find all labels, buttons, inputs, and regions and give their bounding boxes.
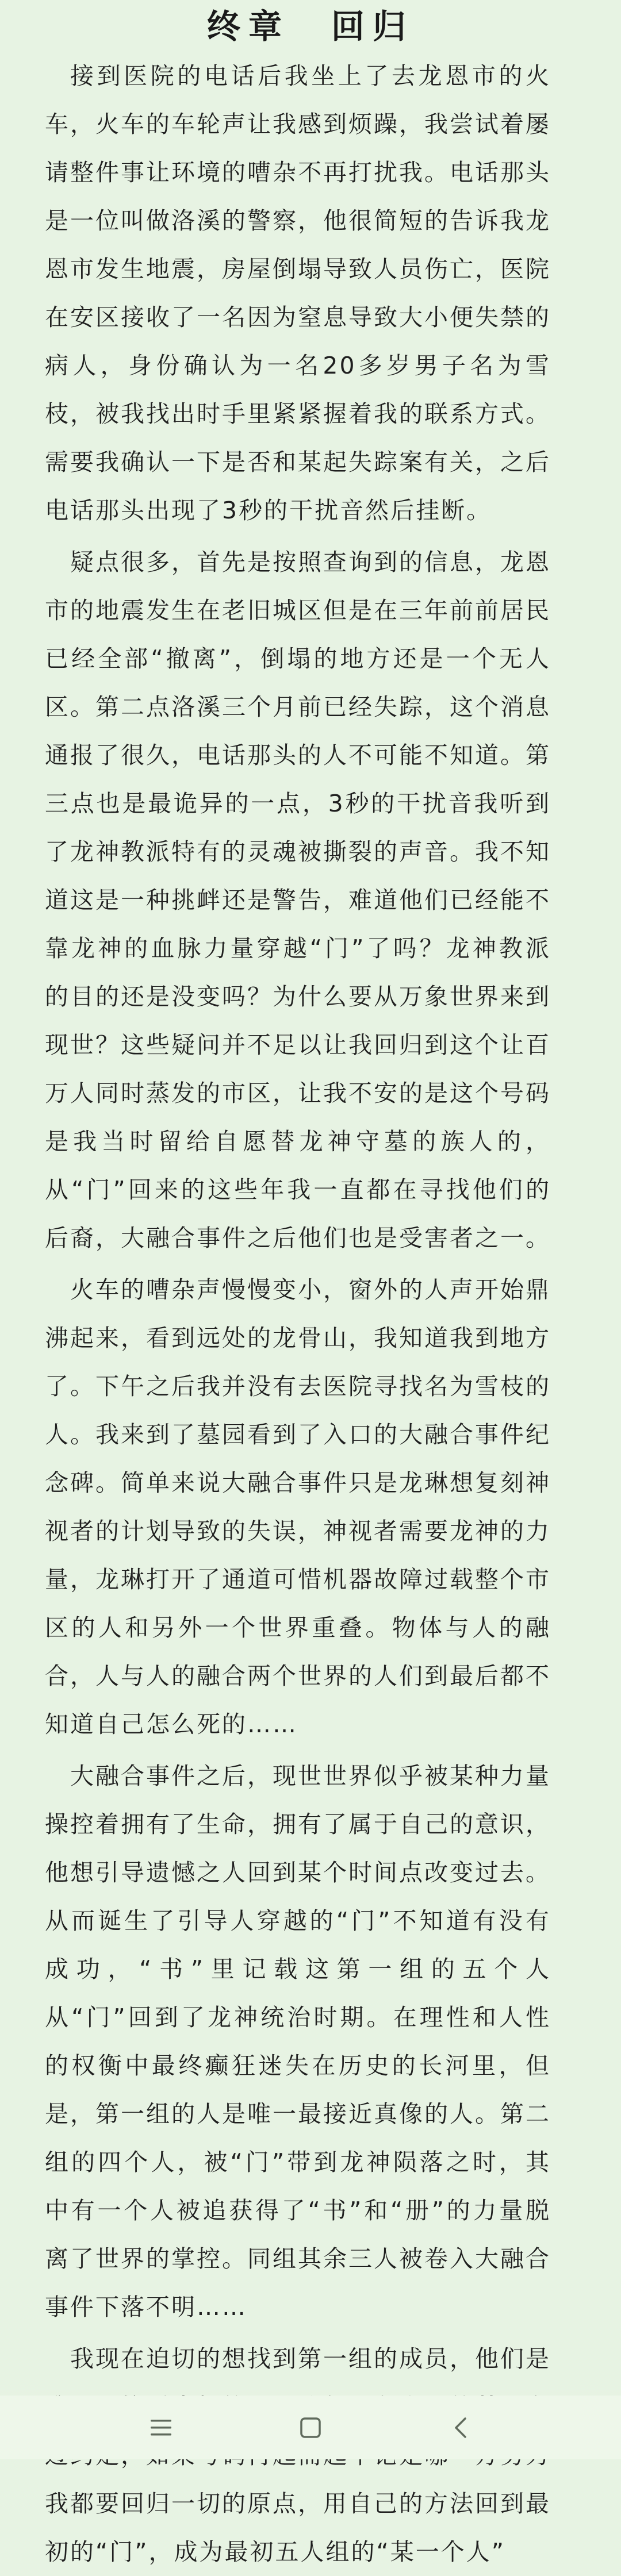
back-button[interactable] [434,2402,486,2454]
back-chevron-icon [451,2416,469,2439]
home-button[interactable] [285,2402,336,2454]
paragraph: 接到医院的电话后我坐上了去龙恩市的火车，火车的车轮声让我感到烦躁，我尝试着屡请整件事让环境的嘈杂不再打扰我。电话那头是一位叫做洛溪的警察，他很简短的告诉我龙恩市发生地震，房屋倒塌导致人员伤亡，医院在安区接收了一名因为窒息导致大小便失禁的病人，身份确认为一名20多岁男子名为雪枝，被我找出时手里紧紧握着我的联系方式。需要我确认一下是否和某起失踪案有关，之后电话那头出现了3秒的干扰音然后挂断。 [45,62,551,524]
chapter-content [45,52,551,2576]
home-square-icon [299,2416,322,2439]
paragraph: 疑点很多，首先是按照查询到的信息，龙恩市的地震发生在老旧城区但是在三年前前居民已经全部“撤离”，倒塌的地方还是一个无人区。第二点洛溪三个月前已经失踪，这个消息通报了很久，电话那头的人不可能不知道。第三点也是最诡异的一点，3秒的干扰音我听到了龙神教派特有的灵魂被撕裂的声音。我不知道这是一种挑衅还是警告，难道他们已经能不靠龙神的血脉力量穿越“门”了吗？龙神教派的目的还是没变吗？为什么要从万象世界来到现世？这些疑问并不足以让我回归到这个让百万人同时蒸发的市区，让我不安的是这个号码是我当时留给自愿替龙神守墓的族人的，从“门”回来的这些年我一直都在寻找他们的后裔，大融合事件之后他们也是受害者之一。 [45,548,551,1252]
paragraph: 大融合事件之后，现世世界似乎被某种力量操控着拥有了生命，拥有了属于自己的意识，他想引导遗憾之人回到某个时间点改变过去。从而诞生了引导人穿越的“门”不知道有没有成功，“书”里记载这第一组的五个人从“门”回到了龙神统治时期。在理性和人性的权衡中最终癫狂迷失在历史的长河里，但是，第一组的人是唯一最接近真像的人。第二组的四个人，被“门”带到龙神陨落之时，其中有一个人被追获得了“书”和“册”的力量脱离了世界的掌控。同组其余三人被卷入大融合事件下落不明…… [45,1762,551,2321]
menu-button[interactable] [135,2402,187,2454]
system-navigation-bar [0,2396,621,2459]
menu-icon [150,2418,172,2437]
paragraph: 我现在迫切的想找到第一组的成员，他们是 我都要回归一切的原点，用自己的方法回到最初的“门”，成为最初五人组的“某一个人” [45,2345,551,2566]
paragraph: 火车的嘈杂声慢慢变小，窗外的人声开始鼎沸起来，看到远处的龙骨山，我知道我到地方了。下午之后我并没有去医院寻找名为雪枝的人。我来到了墓园看到了入口的大融合事件纪念碑。简单来说大融合事件只是龙琳想复刻神视者的计划导致的失误，神视者需要龙神的力量，龙琳打开了通道可惜机器故障过载整个市区的人和另外一个世界重叠。物体与人的融合，人与人的融合两个世界的人们到最后都不知道自己怎么死的…… [45,1276,551,1738]
chapter-title: 终章 回归 [206,7,414,46]
